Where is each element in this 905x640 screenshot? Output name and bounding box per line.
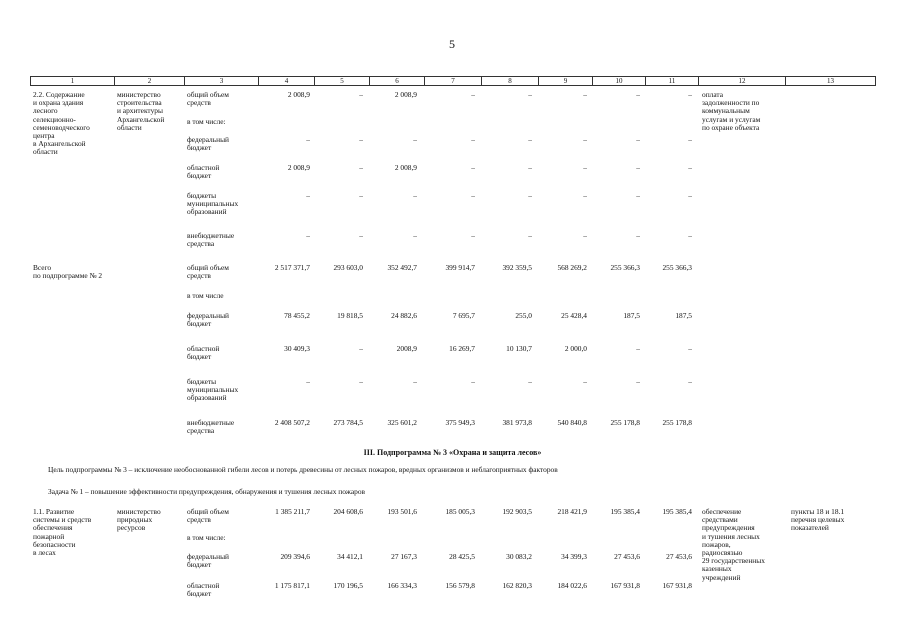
value-cell: 28 425,5 [449, 552, 475, 561]
program-item-name: 1.1. Развитие [33, 507, 75, 516]
funding-source-label: в том числе: [187, 533, 226, 542]
funding-source-label: образований [187, 207, 227, 217]
responsible-executor: природных [117, 515, 153, 525]
value-cell: – [688, 90, 692, 99]
funding-source-label: бюджет [187, 589, 212, 599]
value-cell: 167 931,8 [610, 581, 640, 590]
program-item-name: безопасности [33, 539, 76, 549]
value-cell: 166 334,3 [387, 581, 417, 590]
value-cell: – [636, 90, 640, 99]
value-cell: 162 820,3 [502, 581, 532, 590]
expected-result: радиосвязью [702, 548, 743, 557]
funding-source-label: общий объем [187, 263, 229, 272]
value-cell: 2 008,9 [394, 90, 417, 99]
value-cell: – [471, 231, 475, 240]
value-cell: 2 517 371,7 [274, 263, 310, 272]
col-header-11: 11 [646, 77, 699, 86]
funding-source-label: средств [187, 271, 211, 281]
value-cell: 34 399,3 [561, 552, 587, 561]
value-cell: – [583, 377, 587, 386]
funding-source-label: образований [187, 393, 227, 403]
value-cell: 30 083,2 [506, 552, 532, 561]
col-header-5: 5 [315, 77, 370, 86]
funding-source-label: средств [187, 98, 211, 108]
funding-source-label: федеральный [187, 552, 229, 561]
target-indicator-link: перечня целевых [791, 515, 845, 525]
value-cell: – [583, 231, 587, 240]
value-cell: 27 167,3 [391, 552, 417, 561]
expected-result: пожаров, [702, 539, 731, 549]
value-cell: 7 695,7 [452, 311, 475, 320]
responsible-executor: и архитектуры [117, 106, 163, 116]
program-item-name: и охрана здания [33, 98, 84, 108]
value-cell: – [471, 90, 475, 99]
value-cell: – [636, 163, 640, 172]
funding-source-label: бюджеты [187, 377, 217, 386]
value-cell: 2 408 507,2 [274, 418, 310, 427]
value-cell: – [359, 377, 363, 386]
funding-source-label: федеральный [187, 135, 229, 144]
col-header-2: 2 [115, 77, 185, 86]
value-cell: 10 130,7 [506, 344, 532, 353]
value-cell: 195 385,4 [662, 507, 692, 516]
expected-result: предупреждения [702, 523, 755, 533]
value-cell: – [583, 163, 587, 172]
goal-text: Цель подпрограммы № 3 – исключение необоснованной гибели лесов и потерь древесины от лесных пожаров, вредных организмов и неблагоприятных факторов [48, 465, 558, 474]
value-cell: 1 175 817,1 [274, 581, 310, 590]
value-cell: 156 579,8 [445, 581, 475, 590]
value-cell: – [471, 135, 475, 144]
value-cell: 192 903,5 [502, 507, 532, 516]
funding-source-label: средства [187, 239, 215, 249]
section-title: III. Подпрограмма № 3 «Охрана и защита лесов» [363, 448, 542, 457]
value-cell: 2 008,9 [287, 163, 310, 172]
program-item-name: в Архангельской [33, 139, 86, 149]
expected-result: коммунальным [702, 106, 750, 116]
value-cell: 19 818,5 [337, 311, 363, 320]
col-header-9: 9 [539, 77, 593, 86]
page-number: 5 [449, 37, 455, 51]
value-cell: – [413, 231, 417, 240]
expected-result: 29 государственных [702, 556, 765, 566]
col-header-6: 6 [370, 77, 425, 86]
value-cell: 187,5 [623, 311, 640, 320]
value-cell: 255,0 [515, 311, 532, 320]
value-cell: 381 973,8 [502, 418, 532, 427]
value-cell: – [471, 163, 475, 172]
value-cell: – [688, 231, 692, 240]
value-cell: 24 882,6 [391, 311, 417, 320]
value-cell: – [306, 231, 310, 240]
col-header-13: 13 [786, 77, 876, 86]
responsible-executor: министерство [117, 507, 161, 516]
program-item-name: по подпрограмме № 2 [33, 271, 103, 281]
program-item-name: обеспечения [33, 523, 73, 533]
expected-result: средствами [702, 515, 738, 525]
responsible-executor: министерство [117, 90, 161, 99]
funding-source-label: общий объем [187, 507, 229, 516]
value-cell: 16 269,7 [449, 344, 475, 353]
expected-result: оплата [702, 90, 724, 99]
value-cell: 195 385,4 [610, 507, 640, 516]
value-cell: – [583, 191, 587, 200]
funding-source-label: общий объем [187, 90, 229, 99]
value-cell: 187,5 [675, 311, 692, 320]
funding-source-label: внебюджетные [187, 231, 235, 240]
value-cell: 170 196,5 [333, 581, 363, 590]
value-cell: 27 453,6 [614, 552, 640, 561]
value-cell: – [528, 135, 532, 144]
value-cell: 255 366,3 [662, 263, 692, 272]
value-cell: – [583, 90, 587, 99]
value-cell: – [413, 377, 417, 386]
funding-source-label: бюджет [187, 319, 212, 329]
expected-result: по охране объекта [702, 122, 760, 132]
value-cell: 273 784,5 [333, 418, 363, 427]
value-cell: 540 840,8 [557, 418, 587, 427]
value-cell: 185 005,3 [445, 507, 475, 516]
program-item-name: семеноводческого [33, 122, 90, 132]
program-item-name: селекционно- [33, 114, 76, 124]
value-cell: – [636, 191, 640, 200]
value-cell: 293 603,0 [333, 263, 363, 272]
col-header-12: 12 [699, 77, 786, 86]
expected-result: услугам и услугам [702, 114, 761, 124]
funding-source-label: бюджет [187, 560, 212, 570]
funding-source-label: в том числе [187, 291, 224, 300]
value-cell: 184 022,6 [557, 581, 587, 590]
value-cell: – [688, 344, 692, 353]
value-cell: 2 008,9 [394, 163, 417, 172]
value-cell: – [306, 377, 310, 386]
expected-result: задолженности по [702, 98, 760, 108]
value-cell: 30 409,3 [284, 344, 310, 353]
funding-source-label: муниципальных [187, 199, 239, 209]
value-cell: 34 412,1 [337, 552, 363, 561]
program-item-name: пожарной [33, 531, 65, 541]
value-cell: 2 000,0 [564, 344, 587, 353]
value-cell: 568 269,2 [557, 263, 587, 272]
funding-source-label: средства [187, 426, 215, 436]
value-cell: – [688, 377, 692, 386]
col-header-7: 7 [425, 77, 482, 86]
program-item-name: 2.2. Содержание [33, 90, 85, 99]
value-cell: – [528, 377, 532, 386]
expected-result: обеспечение [702, 507, 742, 516]
program-item-name: области [33, 147, 58, 157]
value-cell: – [359, 135, 363, 144]
value-cell: 27 453,6 [666, 552, 692, 561]
value-cell: – [306, 135, 310, 144]
funding-source-label: средств [187, 515, 211, 525]
value-cell: – [636, 135, 640, 144]
value-cell: – [413, 135, 417, 144]
value-cell: – [306, 191, 310, 200]
program-item-name: Всего [33, 263, 52, 272]
expected-result: казенных [702, 564, 732, 574]
col-header-3: 3 [185, 77, 259, 86]
col-header-1: 1 [31, 77, 115, 86]
value-cell: 78 455,2 [284, 311, 310, 320]
value-cell: 25 428,4 [561, 311, 587, 320]
funding-source-label: бюджет [187, 171, 212, 181]
value-cell: 1 385 211,7 [275, 507, 310, 516]
funding-source-label: федеральный [187, 311, 229, 320]
value-cell: – [688, 163, 692, 172]
program-item-name: в лесах [33, 548, 56, 557]
value-cell: – [688, 191, 692, 200]
responsible-executor: Архангельской [117, 114, 165, 124]
funding-source-label: в том числе: [187, 117, 226, 126]
value-cell: – [528, 191, 532, 200]
responsible-executor: строительства [117, 98, 162, 108]
value-cell: 325 601,2 [387, 418, 417, 427]
funding-source-label: внебюджетные [187, 418, 235, 427]
value-cell: – [359, 231, 363, 240]
value-cell: – [528, 90, 532, 99]
value-cell: 399 914,7 [445, 263, 475, 272]
value-cell: 352 492,7 [387, 263, 417, 272]
program-item-name: центра [33, 131, 55, 140]
value-cell: 193 501,6 [387, 507, 417, 516]
value-cell: 209 394,6 [280, 552, 310, 561]
funding-source-label: областной [187, 344, 220, 353]
value-cell: – [636, 377, 640, 386]
target-indicator-link: пункты 18 и 18.1 [791, 507, 845, 516]
value-cell: – [583, 135, 587, 144]
col-header-10: 10 [593, 77, 646, 86]
value-cell: – [688, 135, 692, 144]
expected-result: учреждений [702, 572, 741, 582]
program-item-name: лесного [33, 106, 58, 116]
value-cell: 375 949,3 [445, 418, 475, 427]
funding-source-label: областной [187, 163, 220, 172]
funding-source-label: бюджет [187, 143, 212, 153]
value-cell: – [359, 191, 363, 200]
value-cell: – [528, 231, 532, 240]
funding-source-label: муниципальных [187, 385, 239, 395]
funding-source-label: бюджет [187, 352, 212, 362]
value-cell: – [636, 344, 640, 353]
value-cell: – [471, 377, 475, 386]
value-cell: – [636, 231, 640, 240]
value-cell: – [413, 191, 417, 200]
value-cell: 255 178,8 [662, 418, 692, 427]
task-text: Задача № 1 – повышение эффективности предупреждения, обнаружения и тушения лесных пожаров [48, 487, 366, 496]
value-cell: 2008,9 [396, 344, 417, 353]
target-indicator-link: показателей [791, 523, 829, 533]
funding-source-label: областной [187, 581, 220, 590]
value-cell: 255 366,3 [610, 263, 640, 272]
value-cell: 204 608,6 [333, 507, 363, 516]
value-cell: 392 359,5 [502, 263, 532, 272]
value-cell: 255 178,8 [610, 418, 640, 427]
value-cell: – [359, 90, 363, 99]
program-item-name: системы и средств [33, 515, 92, 525]
responsible-executor: ресурсов [117, 523, 146, 533]
funding-source-label: бюджеты [187, 191, 217, 200]
value-cell: 2 008,9 [287, 90, 310, 99]
value-cell: – [528, 163, 532, 172]
col-header-4: 4 [259, 77, 315, 86]
col-header-8: 8 [482, 77, 539, 86]
responsible-executor: области [117, 122, 142, 132]
value-cell: – [471, 191, 475, 200]
column-number-header [30, 76, 876, 86]
value-cell: – [359, 163, 363, 172]
value-cell: 167 931,8 [662, 581, 692, 590]
value-cell: – [359, 344, 363, 353]
value-cell: 218 421,9 [557, 507, 587, 516]
expected-result: и тушения лесных [702, 531, 760, 541]
